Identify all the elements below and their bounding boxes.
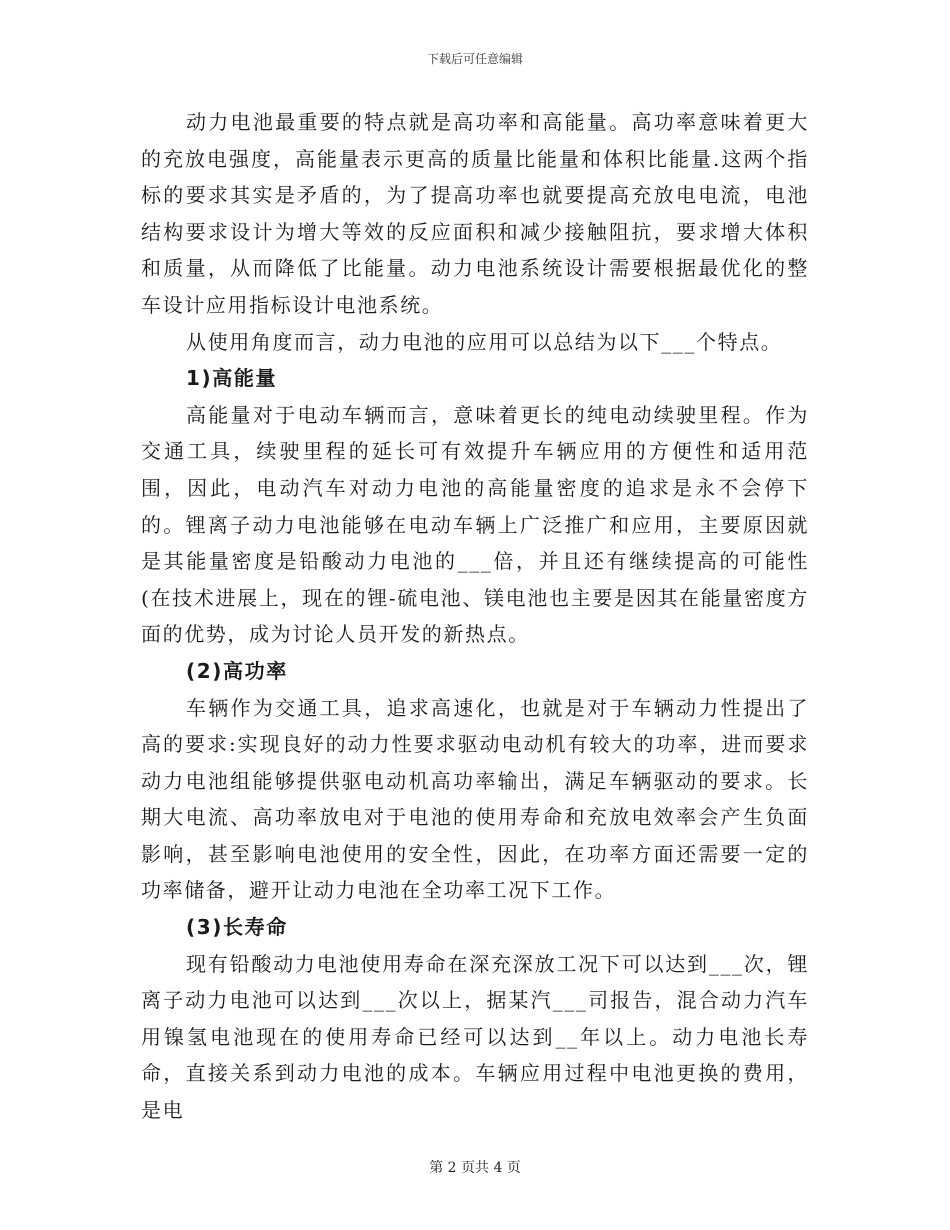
heading-high-power: (2)高功率 [186,658,288,683]
document-body [141,104,809,1129]
page-header: 下载后可任意编辑 [426,52,523,66]
paragraph-power-battery-features: 动力电池最重要的特点就是高功率和高能量。高功率意味着更大的充放电强度，高能量表示更高的质量比能量和体积比能量.这两个指标的要求其实是矛盾的，为了提高功率也就要提高充放电电流，电池结构要求设计为增大等效的反应面积和减少接触阻抗，要求增大体积和质量，从而降低了比能量。动力电池系统设计需要根据最优化的整车设计应用指标设计电池系统。 [141,110,809,317]
paragraph-usage-summary: 从使用角度而言，动力电池的应用可以总结为以下___个特点。 [186,329,783,354]
page-number: 第 2 页共 4 页 [429,1160,521,1176]
paragraph-long-life: 现有铅酸动力电池使用寿命在深充深放工况下可以达到___次，锂离子动力电池可以达到___次以上，据某汽___司报告，混合动力汽车用镍氢电池现在的使用寿命已经可以达到__年以上。动力电池长寿命，直接关系到动力电池的成本。车辆应用过程中电池更换的费用，是电 [141,951,809,1123]
heading-long-life: (3)长寿命 [186,915,288,940]
paragraph-high-energy: 高能量对于电动车辆而言，意味着更长的纯电动续驶里程。作为交通工具，续驶里程的延长可有效提升车辆应用的方便性和适用范围，因此，电动汽车对动力电池的高能量密度的追求是永不会停下的。锂离子动力电池能够在电动车辆上广泛推广和应用，主要原因就是其能量密度是铅酸动力电池的___倍，并且还有继续提高的可能性(在技术进展上，现在的锂-硫电池、镁电池也主要是因其在能量密度方面的优势，成为讨论人员开发的新热点。 [141,402,809,647]
heading-high-energy: 1)高能量 [186,366,278,391]
paragraph-high-power: 车辆作为交通工具，追求高速化，也就是对于车辆动力性提出了高的要求:实现良好的动力性要求驱动电动机有较大的功率，进而要求动力电池组能够提供驱电动机高功率输出，满足车辆驱动的要求。长期大电流、高功率放电对于电池的使用寿命和充放电效率会产生负面影响，甚至影响电池使用的安全性，因此，在功率方面还需要一定的功率储备，避开让动力电池在全功率工况下工作。 [141,695,809,903]
